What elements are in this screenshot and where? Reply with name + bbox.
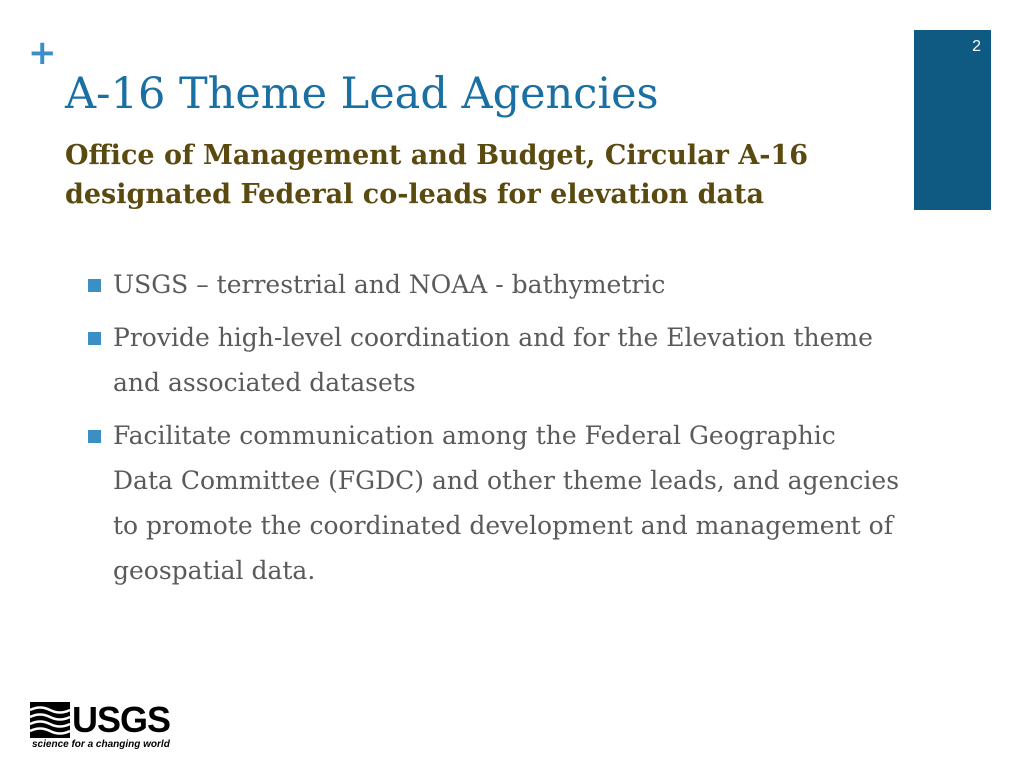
bullet-item — [88, 262, 903, 307]
bullet-square-icon — [88, 279, 101, 292]
slide-number-box — [914, 30, 991, 210]
usgs-logo-text: USGS — [72, 699, 171, 740]
bullet-square-icon — [88, 430, 101, 443]
usgs-wave-icon — [30, 702, 70, 738]
bullet-square-icon — [88, 332, 101, 345]
bullet-item — [88, 413, 903, 593]
slide-number: 2 — [972, 38, 981, 55]
bullet-list — [88, 262, 903, 601]
bullet-text: Facilitate communication among the Federal Geographic Data Committee (FGDC) and other theme leads, and agencies to promote the coordinated development and management of geospatial data. — [113, 421, 900, 585]
bullet-text: Provide high-level coordination and for the Elevation theme and associated datasets — [113, 323, 873, 397]
usgs-logo — [30, 699, 171, 754]
slide-subtitle: Office of Management and Budget, Circular A-16 designated Federal co-leads for elevation data — [65, 140, 809, 210]
bullet-item — [88, 315, 903, 405]
bullet-text: USGS – terrestrial and NOAA - bathymetric — [113, 270, 666, 299]
usgs-tagline: science for a changing world — [32, 739, 170, 750]
plus-icon: + — [28, 33, 57, 73]
slide-title: A-16 Theme Lead Agencies — [65, 69, 659, 119]
